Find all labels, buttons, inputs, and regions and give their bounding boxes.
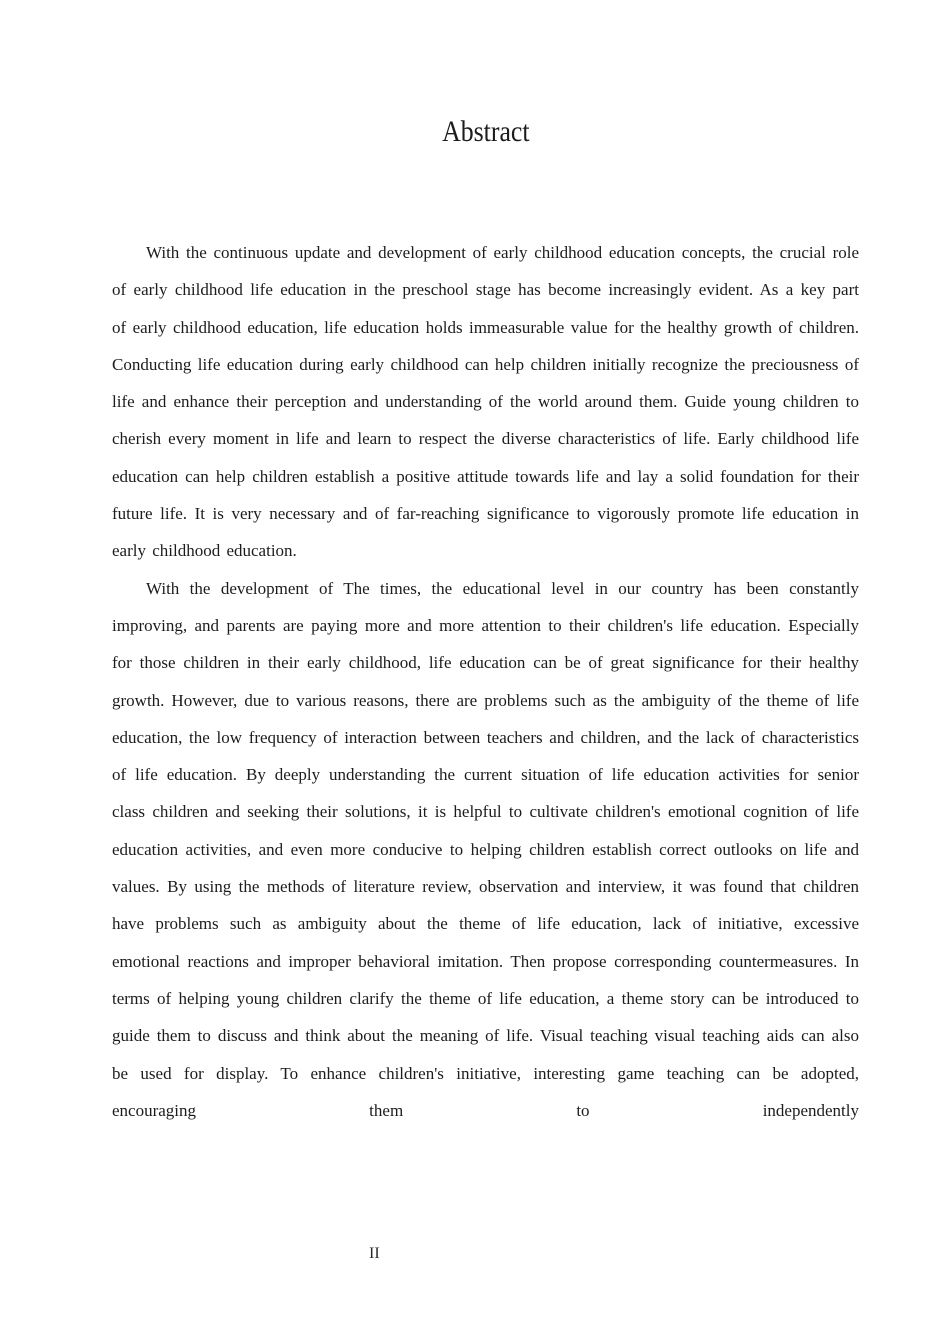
page-title-text: Abstract — [441, 115, 530, 148]
page-number: II — [369, 1245, 380, 1262]
abstract-body — [112, 234, 859, 1129]
page-title — [112, 114, 859, 150]
abstract-paragraph-2: With the development of The times, the educational level in our country has been constantly improving, and parents are paying more and more attention to their children's life education. Especially for those children in their early childhood, life education can be of great significance for their healthy growth. However, due to various reasons, there are problems such as the ambiguity of the theme of life education, the low frequency of interaction between teachers and children, and the lack of characteristics of life education. By deeply understanding the current situation of life education activities for senior class children and seeking their solutions, it is helpful to cultivate children's emotional cognition of life education activities, and even more conducive to helping children establish correct outlooks on life and values. By using the methods of literature review, observation and interview, it was found that children have problems such as ambiguity about the theme of life education, lack of initiative, excessive emotional reactions and improper behavioral imitation. Then propose corresponding countermeasures. In terms of helping young children clarify the theme of life education, a theme story can be introduced to guide them to discuss and think about the meaning of life. Visual teaching visual teaching aids can also be used for display. To enhance children's initiative, interesting game teaching can be adopted, encouraging them to independently — [112, 578, 859, 1120]
abstract-paragraph-1: With the continuous update and development of early childhood education concepts, the crucial role of early childhood life education in the preschool stage has become increasingly evident. As a key part of early childhood education, life education holds immeasurable value for the healthy growth of children. Conducting life education during early childhood can help children initially recognize the preciousness of life and enhance their perception and understanding of the world around them. Guide young children to cherish every moment in life and learn to respect the diverse characteristics of life. Early childhood life education can help children establish a positive attitude towards life and lay a solid foundation for their future life. It is very necessary and of far-reaching significance to vigorously promote life education in early childhood education. — [112, 243, 859, 561]
